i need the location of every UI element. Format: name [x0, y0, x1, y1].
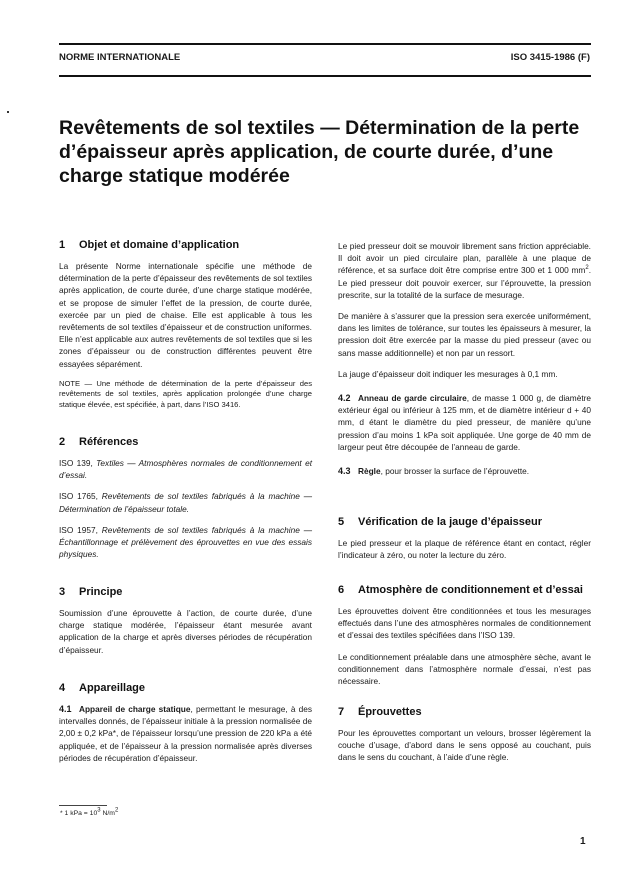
subsection-4-3: 4.3 Règle, pour brosser la surface de l’éprouvette. — [338, 466, 530, 477]
paragraph: La jauge d’épaisseur doit indiquer les mesurages à 0,1 mm. — [338, 368, 558, 379]
section-heading: 5 Vérification de la jauge d’épaisseur — [338, 516, 543, 528]
paragraph: Les éprouvettes doivent être conditionnées et tous les mesurages effectués dans l’une des atmosphères normales de conditionnement et d’essai des textiles spécifiées dans l’ISO 139. — [338, 606, 591, 641]
header-right: ISO 3415-1986 (F) — [510, 52, 590, 63]
section-4-continued — [338, 240, 591, 477]
paragraph: Pour les éprouvettes comportant un velours, brosser légèrement la couche d’usage, d’abord dans le sens opposé au couchant, puis dans le sens du couchant, à l’aide d’une règle. — [338, 728, 591, 763]
page-number: 1 — [580, 836, 586, 847]
reference-item: ISO 1957, Revêtements de sol textiles fabriqués à la machine — Échantillonnage et prélèvement des éprouvettes en vue des essais physiques. — [59, 524, 312, 560]
section-7 — [338, 706, 591, 764]
paragraph: Le pied presseur doit se mouvoir librement sans friction appréciable. Il doit avoir un pied circulaire plan, parallèle à une plaque de référence, et sa surface doit être comprise entre 300 et 1 000 $mm^2$. Le pied presseur doit pouvoir exercer, sur l’éprouvette, la pression prescrite, sur la totalité de la surface de mesurage. — [338, 241, 591, 300]
document-title: Revêtements de sol textiles — Détermination de la perte d’épaisseur après application, de courte durée, d’une charge statique modérée — [59, 117, 580, 187]
footnote-rule — [59, 805, 107, 806]
section-5 — [338, 516, 591, 561]
subsection-4-2: 4.2 Anneau de garde circulaire, de masse 1 000 g, de diamètre extérieur égal ou inférieur à 125 mm, et de diamètre intérieur d + 40 mm, d étant le diamètre du pied presseur, de manière qu’une pression d’au moins 1 kPa soit appliquée. Une gorge de 40 mm de largeur peut être découpée de l’anneau de garde. — [338, 393, 591, 452]
scan-speck — [7, 111, 9, 113]
section-2 — [59, 436, 312, 560]
section-4 — [59, 682, 312, 764]
section-heading: 6 Atmosphère de conditionnement et d’essai — [338, 584, 583, 596]
section-heading: 7 Éprouvettes — [338, 706, 422, 718]
section-1 — [59, 239, 312, 410]
reference-item: ISO 1765, Revêtements de sol textiles fabriqués à la machine — Détermination de l’épaisseur totale. — [59, 491, 312, 514]
note: NOTE — Une méthode de détermination de la perte d’épaisseur des revêtements de sol textiles, après application prolongée d’une charge statique élevée, est spécifiée, à part, dans l’ISO 3416. — [59, 378, 312, 409]
paragraph: Le conditionnement préalable dans une atmosphère sèche, avant le conditionnement dans l’atmosphère normale d’essai, n’est pas nécessaire. — [338, 651, 591, 687]
top-rule — [59, 43, 591, 45]
section-3 — [59, 586, 312, 656]
section-6 — [338, 584, 591, 687]
paragraph: Soumission d’une éprouvette à l’action, de courte durée, d’une charge statique modérée, l’épaisseur étant mesurée avant application de la charge et après diverses périodes de récupération d’épaisseur. — [59, 608, 312, 655]
section-heading: 1 Objet et domaine d’application — [59, 239, 240, 251]
section-heading: 4 Appareillage — [59, 682, 146, 694]
header-rule — [59, 75, 591, 77]
section-heading: 2 Références — [59, 436, 139, 448]
section-heading: 3 Principe — [59, 586, 123, 598]
footnote: * 1 kPa = $10^3$ $N/m^2$ — [60, 807, 119, 817]
reference-item: ISO 139, Textiles — Atmosphères normales de conditionnement et d’essai. — [59, 458, 312, 481]
subsection-4-1: 4.1 Appareil de charge statique, permettant le mesurage, à des intervalles donnés, de l’épaisseur initiale à la pression normalisée de 2,00 ± 0,2 kPa*, de l’épaisseur lorsqu’une pression de 220 kPa a été appliquée, et de l’épaisseur à la pression normalisée après diverses périodes de récupération d’épaisseur. — [59, 704, 312, 763]
paragraph: Le pied presseur et la plaque de référence étant en contact, régler l’indicateur à zéro, ou noter la lecture du zéro. — [338, 538, 591, 561]
paragraph: De manière à s’assurer que la pression sera exercée uniformément, dans les limites de tolérance, sur toutes les épaisseurs à mesurer, la pression doit être exercée par la masse du pied presseur (avec ou sans masse additionnelle) et non par un ressort. — [338, 311, 591, 358]
header-left: NORME INTERNATIONALE — [59, 52, 181, 63]
paragraph: La présente Norme internationale spécifie une méthode de détermination de la perte d’épaisseur des revêtements de sol textiles après application, de courte durée, d’une charge statique modérée, et se propose de simuler l’effet de la pression, de courte durée, exercée par un pied de chaise. Elle est applicable à tous les revêtements de sol textiles d’épaisseur et de construction uniformes. Elle n’est applicable aux autres revêtements de sol textiles que si les zones d’épaisseur ou de construction différentes peuvent être essayées séparément. — [59, 261, 312, 369]
